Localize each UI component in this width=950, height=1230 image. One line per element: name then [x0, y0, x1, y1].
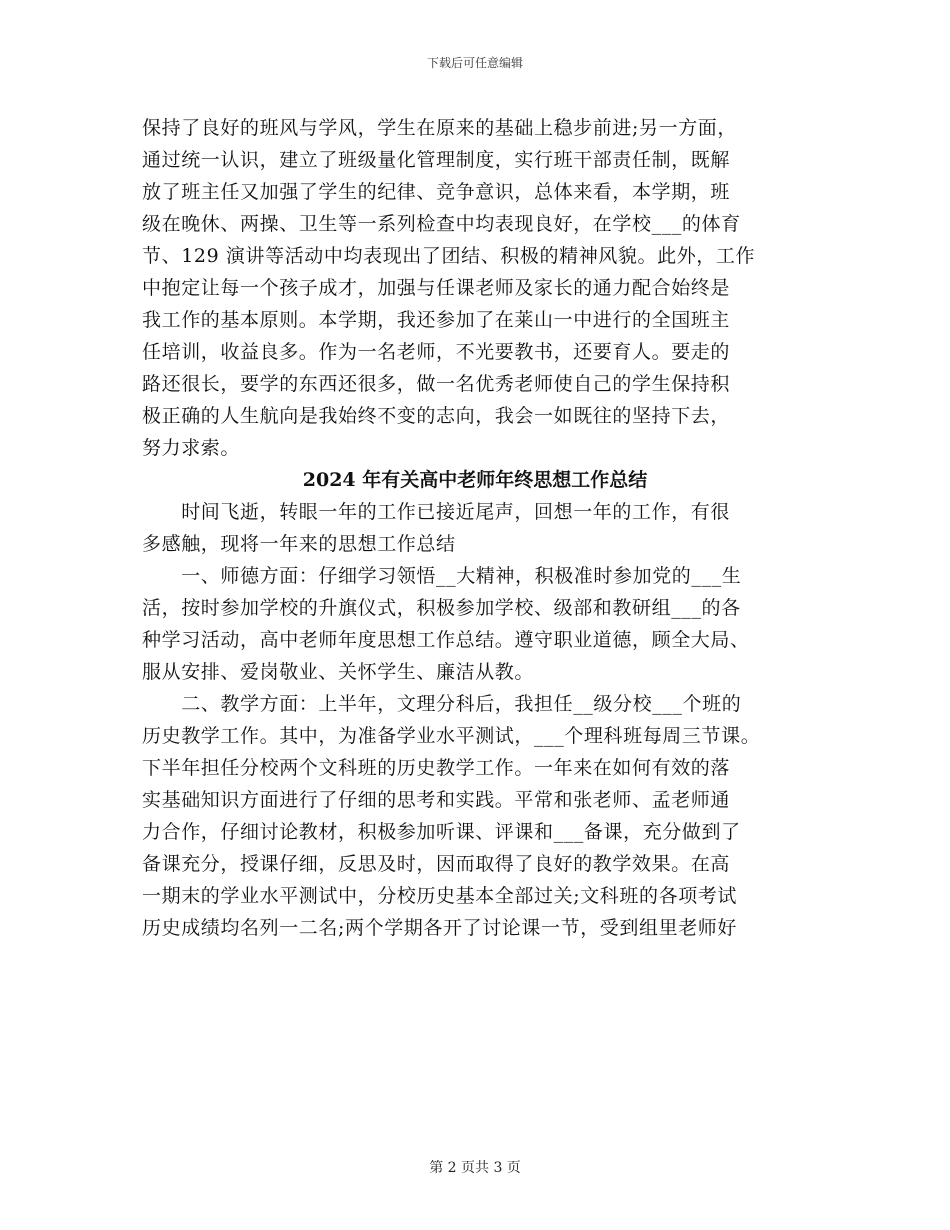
text-line: 下半年担任分校两个文科班的历史教学工作。一年来在如何有效的落 [142, 757, 731, 779]
text-line: 实基础知识方面进行了仔细的思考和实践。平常和张老师、孟老师通 [142, 789, 731, 811]
text-line: 路还很长，要学的东西还很多，做一名优秀老师使自己的学生保持积 [142, 373, 731, 395]
text-line: 中抱定让每一个孩子成才，加强与任课老师及家长的通力配合始终是 [142, 277, 731, 299]
page-header: 下载后可任意编辑 [426, 56, 523, 70]
text-line: 力合作，仔细讨论教材，积极参加听课、评课和___备课，充分做到了 [142, 821, 741, 843]
text-line: 备课充分，授课仔细，反思及时，因而取得了良好的教学效果。在高 [142, 853, 731, 875]
text-line: 服从安排、爱岗敬业、关怀学生、廉洁从教。 [142, 661, 535, 683]
text-line: 一期末的学业水平测试中，分校历史基本全部过关;文科班的各项考试 [142, 885, 738, 907]
page-number: 第 2 页共 3 页 [429, 1160, 521, 1176]
text-line: 历史教学工作。其中，为准备学业水平测试，___个理科班每周三节课。 [142, 725, 761, 747]
text-line: 任培训，收益良多。作为一名老师，不光要教书，还要育人。要走的 [142, 341, 731, 363]
text-line: 级在晚休、两操、卫生等一系列检查中均表现良好，在学校___的体育 [142, 213, 741, 235]
text-line: 保持了良好的班风与学风，学生在原来的基础上稳步前进;另一方面， [142, 117, 738, 139]
text-line: 一、师德方面：仔细学习领悟__大精神，积极准时参加党的___生 [142, 565, 742, 587]
text-line: 节、129 演讲等活动中均表现出了团结、积极的精神风貌。此外，工作 [142, 245, 756, 267]
text-line: 历史成绩均名列一二名;两个学期各开了讨论课一节，受到组里老师好 [142, 917, 738, 939]
text-line: 二、教学方面：上半年，文理分科后，我担任__级分校___个班的 [142, 693, 742, 715]
text-line: 努力求索。 [142, 437, 241, 459]
text-line: 时间飞逝，转眼一年的工作已接近尾声，回想一年的工作，有很 [142, 501, 731, 523]
text-line: 种学习活动，高中老师年度思想工作总结。遵守职业道德，顾全大局、 [142, 629, 750, 651]
section-title: 2024 年有关高中老师年终思想工作总结 [302, 469, 648, 491]
text-line: 多感触，现将一年来的思想工作总结 [142, 533, 456, 555]
text-line: 通过统一认识，建立了班级量化管理制度，实行班干部责任制，既解 [142, 149, 731, 171]
text-line: 我工作的基本原则。本学期，我还参加了在莱山一中进行的全国班主 [142, 309, 731, 331]
text-line: 极正确的人生航向是我始终不变的志向，我会一如既往的坚持下去， [142, 405, 731, 427]
text-line: 放了班主任又加强了学生的纪律、竞争意识，总体来看，本学期，班 [142, 181, 731, 203]
text-line: 活，按时参加学校的升旗仪式，积极参加学校、级部和教研组___的各 [142, 597, 741, 619]
